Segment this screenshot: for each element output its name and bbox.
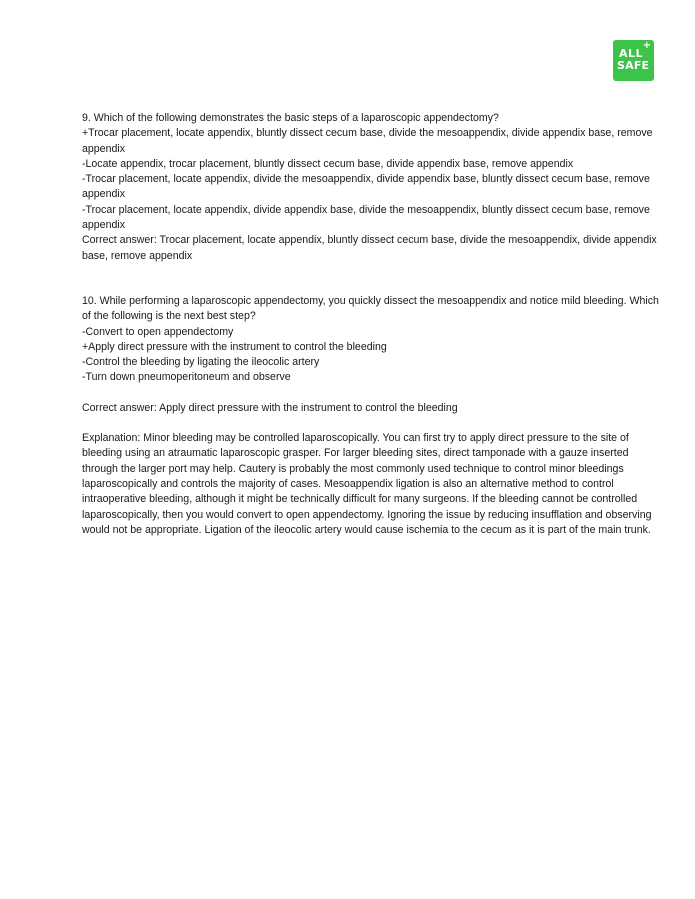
question-10-option-3: -Control the bleeding by ligating the ileocolic artery: [82, 356, 320, 369]
question-10-option-4: -Turn down pneumoperitoneum and observe: [82, 371, 291, 384]
spacer: [82, 386, 662, 401]
logo-text-safe: SAFE: [617, 59, 650, 72]
question-9-option-1: +Trocar placement, locate appendix, bluntly dissect cecum base, divide the mesoappendix, divide appendix base, remove appendix: [82, 127, 653, 155]
question-9: [82, 111, 662, 264]
question-9-correct-answer: Correct answer: Trocar placement, locate appendix, bluntly dissect cecum base, divide the mesoappendix, divide appendix base, remove appendix: [82, 234, 657, 262]
logo-plus: +: [642, 40, 651, 51]
question-9-text: 9. Which of the following demonstrates the basic steps of a laparoscopic appendectomy?: [82, 112, 499, 124]
spacer: [82, 416, 662, 431]
question-10-explanation: Explanation: Minor bleeding may be controlled laparoscopically. You can first try to apply direct pressure to the site of bleeding using an atraumatic laparoscopic grasper. For larger bleeding sites, direct tamponade with a gauze inserted through the larger port may help. Cautery is probably the most commonly used technique to control minor bleedings laparoscopically and controls the majority of cases. Mesoappendix ligation is also an alternative method to control intraoperative bleeding, although it might be technically difficult for many surgeons. If the bleeding cannot be controlled laparoscopically, then you would convert to open appendectomy. Ignoring the issue by reducing insufflation and observing would not be appropriate. Ligation of the ileocolic artery would cause ischemia to the cecum as it is part of the main trunk.: [82, 432, 652, 536]
question-9-option-2: -Locate appendix, trocar placement, bluntly dissect cecum base, divide appendix base, remove appendix: [82, 157, 574, 170]
logo-text-all: ALL: [619, 47, 644, 60]
question-9-option-4: -Trocar placement, locate appendix, divide appendix base, divide the mesoappendix, bluntly dissect cecum base, remove appendix: [82, 203, 650, 232]
question-10-correct-answer: Correct answer: Apply direct pressure with the instrument to control the bleeding: [82, 401, 458, 414]
question-10-option-1: -Convert to open appendectomy: [82, 325, 234, 338]
spacer: [82, 264, 662, 294]
question-10-text: 10. While performing a laparoscopic appendectomy, you quickly dissect the mesoappendix and notice mild bleeding. Which of the following is the next best step?: [82, 294, 659, 323]
allsafe-logo: [613, 40, 654, 81]
question-10: [82, 294, 662, 538]
question-9-option-3: -Trocar placement, locate appendix, divide the mesoappendix, divide appendix base, bluntly dissect cecum base, remove appendix: [82, 173, 650, 201]
question-10-option-2: +Apply direct pressure with the instrument to control the bleeding: [82, 340, 387, 353]
document-body: [82, 111, 662, 538]
